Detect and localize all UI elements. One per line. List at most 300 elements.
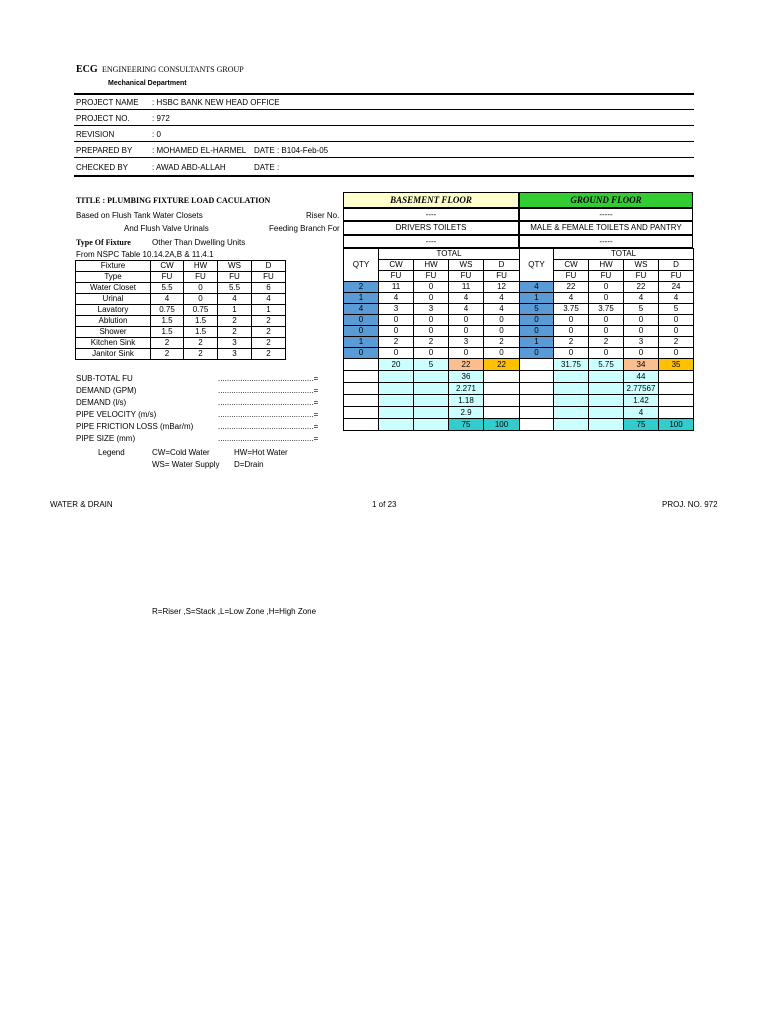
row-rule (74, 141, 694, 142)
subtotal-row (520, 359, 694, 371)
fu-cell: 0 (414, 315, 449, 326)
revision-value: : 0 (152, 130, 161, 139)
column-header: FU (484, 271, 520, 282)
qty-cell: 1 (344, 293, 379, 304)
column-header: HW (589, 260, 624, 271)
fixture-fu: 6 (252, 283, 286, 294)
demand-gpm-value: 36 (449, 371, 484, 383)
note-line1: Based on Flush Tank Water Closets (76, 211, 203, 220)
row-rule (74, 109, 694, 110)
qty-cell: 0 (520, 348, 554, 359)
demand-ls-value: 2.271 (449, 383, 484, 395)
subtotal-cell: 34 (624, 359, 659, 371)
pipe-size-label: PIPE SIZE (mm) (76, 434, 136, 443)
friction-loss-row (344, 407, 520, 419)
footer-right: PROJ. NO. 972 (662, 500, 718, 509)
blank-cell (414, 407, 449, 419)
blank-cell (379, 371, 414, 383)
fixture-table (75, 260, 286, 360)
qty-spacer (520, 249, 554, 260)
subtotal-cell: 35 (659, 359, 694, 371)
dots: ...........................................= (218, 434, 319, 443)
fu-cell: 0 (554, 348, 589, 359)
blank-cell (554, 419, 589, 431)
fixture-row (76, 338, 286, 349)
blank-cell (379, 395, 414, 407)
qty-cell: 0 (344, 326, 379, 337)
fixture-type: Ablution (76, 316, 151, 327)
pipe-velocity-row (344, 395, 520, 407)
column-header: FU (379, 271, 414, 282)
footer-left: WATER & DRAIN (50, 500, 113, 509)
fu-cell: 0 (484, 326, 520, 337)
fixture-fu: 3 (218, 338, 252, 349)
fu-cell: 5 (659, 304, 694, 315)
dots: ...........................................= (218, 386, 319, 395)
fu-cell: 0 (414, 326, 449, 337)
fixture-qty-row (520, 293, 694, 304)
dots: ...........................................= (218, 410, 319, 419)
legend-d: D=Drain (234, 460, 264, 469)
legend-ws: WS= Water Supply (152, 460, 220, 469)
prepared-date: DATE : B104-Feb-05 (254, 146, 329, 155)
basement-branch: DRIVERS TOILETS (343, 221, 519, 235)
ground-table (519, 248, 694, 431)
fixture-qty-row (344, 348, 520, 359)
blank-cell (554, 383, 589, 395)
legend-label: Legend (98, 448, 125, 457)
column-header: WS (218, 261, 252, 272)
fu-cell: 0 (589, 282, 624, 293)
column-header (344, 271, 379, 282)
fu-cell: 0 (659, 315, 694, 326)
fixture-type: Urinal (76, 294, 151, 305)
fixture-fu: 1.5 (184, 316, 218, 327)
feeding-label: Feeding Branch For (269, 224, 340, 233)
fu-cell: 0 (379, 326, 414, 337)
fixture-fu: 2 (184, 338, 218, 349)
fixture-fu: 3 (218, 349, 252, 360)
pipe-size-d: 100 (484, 419, 520, 431)
fu-cell: 0 (414, 293, 449, 304)
fu-cell: 0 (484, 315, 520, 326)
blank-cell (554, 407, 589, 419)
qty-cell: 2 (344, 282, 379, 293)
blank-cell (484, 383, 520, 395)
fixture-qty-row (344, 304, 520, 315)
fixture-fu: 2 (218, 316, 252, 327)
fixture-fu: 2 (151, 349, 184, 360)
fixture-qty-row (520, 304, 694, 315)
column-header: CW (379, 260, 414, 271)
legend-hw: HW=Hot Water (234, 448, 288, 457)
project-no-value: : 972 (152, 114, 170, 123)
blank-cell (659, 383, 694, 395)
pipe-size-d: 100 (659, 419, 694, 431)
fixture-fu: 5.5 (151, 283, 184, 294)
blank-cell (414, 395, 449, 407)
fu-cell: 24 (659, 282, 694, 293)
subtotal-cell: 31.75 (554, 359, 589, 371)
fixture-qty-row (520, 348, 694, 359)
blank-cell (589, 419, 624, 431)
fixture-qty-row (344, 326, 520, 337)
fu-cell: 3 (624, 337, 659, 348)
fu-cell: 0 (449, 315, 484, 326)
column-header: FU (449, 271, 484, 282)
blank-cell (414, 371, 449, 383)
fu-cell: 2 (379, 337, 414, 348)
fixture-qty-row (344, 282, 520, 293)
fixture-row (76, 349, 286, 360)
blank-cell (379, 383, 414, 395)
fixture-qty-row (344, 293, 520, 304)
fixture-fu: 1.5 (151, 316, 184, 327)
fixture-row (76, 327, 286, 338)
blank-cell (484, 407, 520, 419)
qty-cell: 1 (520, 293, 554, 304)
blank-cell (589, 407, 624, 419)
column-header (520, 271, 554, 282)
total-header: TOTAL (554, 249, 694, 260)
footer-page: 1 of 23 (372, 500, 397, 509)
column-header: FU (659, 271, 694, 282)
friction-loss-row (520, 407, 694, 419)
department: Mechanical Department (108, 80, 187, 87)
qty-cell: 0 (520, 326, 554, 337)
subtotal-cell: 5.75 (589, 359, 624, 371)
fixture-row (76, 294, 286, 305)
fixture-header-row (76, 261, 286, 272)
fu-cell: 3.75 (554, 304, 589, 315)
fixture-fu: 2 (252, 338, 286, 349)
column-header: QTY (344, 260, 379, 271)
type-label: Type Of Fixture (76, 238, 131, 247)
fu-cell: 0 (589, 315, 624, 326)
blank-cell (414, 419, 449, 431)
blank-cell (379, 419, 414, 431)
fixture-fu: 1 (252, 305, 286, 316)
column-header: CW (554, 260, 589, 271)
fixture-fu: 2 (184, 349, 218, 360)
pipe-size-row (344, 419, 520, 431)
fixture-qty-row (520, 282, 694, 293)
basement-floor-header: BASEMENT FLOOR (343, 192, 519, 208)
qty-cell: 0 (344, 348, 379, 359)
basement-table (343, 248, 520, 431)
fixture-fu: 5.5 (218, 283, 252, 294)
fixture-fu: 1 (218, 305, 252, 316)
fu-cell: 4 (659, 293, 694, 304)
fixture-fu: 0 (184, 294, 218, 305)
column-header: WS (624, 260, 659, 271)
fixture-row (76, 283, 286, 294)
column-header: Type (76, 272, 151, 283)
fu-cell: 0 (449, 326, 484, 337)
fu-cell: 3 (449, 337, 484, 348)
fixture-fu: 0.75 (151, 305, 184, 316)
blank-cell (554, 395, 589, 407)
pipe-size-ws: 75 (624, 419, 659, 431)
fixture-row (76, 305, 286, 316)
row-rule (74, 157, 694, 158)
fu-cell: 0 (589, 348, 624, 359)
fixture-fu: 2 (151, 338, 184, 349)
demand-ls-row (520, 383, 694, 395)
column-header: D (484, 260, 520, 271)
fu-cell: 22 (554, 282, 589, 293)
total-header-row (344, 249, 520, 260)
column-header: FU (184, 272, 218, 283)
fu-cell: 0 (659, 348, 694, 359)
pipe-velocity-value: 1.42 (624, 395, 659, 407)
fu-cell: 4 (484, 293, 520, 304)
note-line2: And Flush Valve Urinals (124, 224, 209, 233)
fixture-type: Water Closet (76, 283, 151, 294)
fixture-fu: 4 (252, 294, 286, 305)
blank-cell (379, 407, 414, 419)
fu-cell: 12 (484, 282, 520, 293)
blank-cell (414, 383, 449, 395)
friction-loss-value: 4 (624, 407, 659, 419)
dots: ...........................................= (218, 398, 319, 407)
fu-cell: 0 (624, 348, 659, 359)
column-header: Fixture (76, 261, 151, 272)
blank-cell (344, 371, 379, 383)
qty-cell: 5 (520, 304, 554, 315)
qty-cell: 0 (520, 315, 554, 326)
column-header: CW (151, 261, 184, 272)
qty-cell: 0 (344, 315, 379, 326)
pipe-size-ws: 75 (449, 419, 484, 431)
prepared-by-label: PREPARED BY (76, 146, 133, 155)
subtotal-row (344, 359, 520, 371)
riser-label: Riser No. (306, 211, 340, 220)
total-header-row (520, 249, 694, 260)
fu-cell: 4 (449, 293, 484, 304)
blank-cell (344, 407, 379, 419)
column-header-row (520, 260, 694, 271)
pipe-velocity-row (520, 395, 694, 407)
fu-cell: 11 (449, 282, 484, 293)
blank-cell (520, 371, 554, 383)
column-header: FU (554, 271, 589, 282)
column-header: HW (184, 261, 218, 272)
fu-cell: 0 (659, 326, 694, 337)
legend-cw: CW=Cold Water (152, 448, 210, 457)
fixture-type: Kitchen Sink (76, 338, 151, 349)
friction-label: PIPE FRICTION LOSS (mBar/m) (76, 422, 194, 431)
subtotal-cell: 5 (414, 359, 449, 371)
fixture-fu: 2 (252, 316, 286, 327)
qty-cell: 1 (344, 337, 379, 348)
checked-by-value: : AWAD ABD-ALLAH (152, 163, 226, 172)
subtotal-label: SUB-TOTAL FU (76, 374, 133, 383)
fu-cell: 4 (554, 293, 589, 304)
fixture-fu: 4 (151, 294, 184, 305)
column-header: HW (414, 260, 449, 271)
ground-branch: MALE & FEMALE TOILETS AND PANTRY (519, 221, 693, 235)
fu-cell: 0 (554, 315, 589, 326)
column-header: FU (151, 272, 184, 283)
blank-cell (589, 383, 624, 395)
column-header: D (659, 260, 694, 271)
fu-cell: 0 (449, 348, 484, 359)
column-header: FU (414, 271, 449, 282)
blank-cell (520, 383, 554, 395)
demand-gpm-value: 44 (624, 371, 659, 383)
fu-cell: 3 (414, 304, 449, 315)
column-header-row (344, 260, 520, 271)
fu-cell: 11 (379, 282, 414, 293)
fixture-qty-row (344, 337, 520, 348)
velocity-label: PIPE VELOCITY (m/s) (76, 410, 157, 419)
fixture-fu: 2 (252, 349, 286, 360)
fixture-qty-row (344, 315, 520, 326)
blank-cell (484, 395, 520, 407)
demand-gpm-row (520, 371, 694, 383)
fixture-row (76, 316, 286, 327)
subtotal-cell (520, 359, 554, 371)
column-header: FU (624, 271, 659, 282)
ground-floor-header: GROUND FLOOR (519, 192, 693, 208)
qty-spacer (344, 249, 379, 260)
column-header: FU (252, 272, 286, 283)
blank-cell (589, 395, 624, 407)
blank-cell (589, 371, 624, 383)
fixture-fu: 1.5 (184, 327, 218, 338)
fu-cell: 0 (589, 326, 624, 337)
blank-cell (344, 419, 379, 431)
column-header: D (252, 261, 286, 272)
header-rule-bottom (74, 175, 694, 177)
project-name-value: : HSBC BANK NEW HEAD OFFICE (152, 98, 280, 107)
zone-note: R=Riser ,S=Stack ,L=Low Zone ,H=High Zone (152, 607, 317, 616)
type-value: Other Than Dwelling Units (152, 238, 246, 247)
qty-cell: 1 (520, 337, 554, 348)
fu-cell: 0 (554, 326, 589, 337)
fu-cell: 2 (484, 337, 520, 348)
column-header: QTY (520, 260, 554, 271)
fixture-fu: 2 (218, 327, 252, 338)
fixture-type: Janitor Sink (76, 349, 151, 360)
project-name-label: PROJECT NAME (76, 98, 139, 107)
pipe-size-row (520, 419, 694, 431)
fixture-fu: 0 (184, 283, 218, 294)
fu-cell: 0 (379, 348, 414, 359)
fu-cell: 3 (379, 304, 414, 315)
fixture-qty-row (520, 315, 694, 326)
company-name: ENGINEERING CONSULTANTS GROUP (102, 65, 244, 74)
gpm-label: DEMAND (GPM) (76, 386, 137, 395)
row-rule (74, 125, 694, 126)
basement-dash: ---- (343, 235, 519, 248)
fu-cell: 2 (589, 337, 624, 348)
pipe-velocity-value: 1.18 (449, 395, 484, 407)
fu-cell: 0 (414, 282, 449, 293)
column-header-row (344, 271, 520, 282)
blank-cell (344, 395, 379, 407)
fu-cell: 0 (414, 348, 449, 359)
fu-cell: 3.75 (589, 304, 624, 315)
fu-cell: 0 (589, 293, 624, 304)
fu-cell: 4 (449, 304, 484, 315)
fixture-header-row (76, 272, 286, 283)
subtotal-cell (344, 359, 379, 371)
fixture-fu: 0.75 (184, 305, 218, 316)
column-header: FU (589, 271, 624, 282)
subtotal-cell: 22 (484, 359, 520, 371)
fixture-qty-row (520, 337, 694, 348)
qty-cell: 4 (344, 304, 379, 315)
blank-cell (554, 371, 589, 383)
sheet-title: TITLE : PLUMBING FIXTURE LOAD CACULATION (76, 196, 271, 205)
fu-cell: 22 (624, 282, 659, 293)
fu-cell: 0 (624, 315, 659, 326)
fu-cell: 4 (379, 293, 414, 304)
blank-cell (520, 419, 554, 431)
header-rule (74, 93, 694, 95)
prepared-by-value: : MOHAMED EL-HARMEL (152, 146, 247, 155)
fu-cell: 0 (624, 326, 659, 337)
dots: ...........................................= (218, 374, 319, 383)
subtotal-cell: 20 (379, 359, 414, 371)
ground-riser: ----- (519, 208, 693, 221)
fu-cell: 4 (624, 293, 659, 304)
column-header: WS (449, 260, 484, 271)
demand-gpm-row (344, 371, 520, 383)
fixture-fu: 2 (252, 327, 286, 338)
nspc-ref: From NSPC Table 10.14.2A,B & 11.4.1 (76, 250, 214, 259)
revision-label: REVISION (76, 130, 115, 139)
demand-ls-row (344, 383, 520, 395)
checked-date: DATE : (254, 163, 280, 172)
checked-by-label: CHECKED BY (76, 163, 129, 172)
blank-cell (659, 395, 694, 407)
friction-loss-value: 2.9 (449, 407, 484, 419)
fu-cell: 0 (379, 315, 414, 326)
blank-cell (659, 407, 694, 419)
fu-cell: 2 (659, 337, 694, 348)
blank-cell (344, 383, 379, 395)
project-no-label: PROJECT NO. (76, 114, 130, 123)
fixture-fu: 4 (218, 294, 252, 305)
blank-cell (520, 395, 554, 407)
blank-cell (484, 371, 520, 383)
fu-cell: 2 (414, 337, 449, 348)
column-header: FU (218, 272, 252, 283)
blank-cell (520, 407, 554, 419)
fixture-fu: 1.5 (151, 327, 184, 338)
company-abbr: ECG (76, 64, 98, 75)
total-header: TOTAL (379, 249, 520, 260)
fu-cell: 0 (484, 348, 520, 359)
dots: ...........................................= (218, 422, 319, 431)
demand-ls-value: 2.77567 (624, 383, 659, 395)
fu-cell: 5 (624, 304, 659, 315)
fixture-type: Shower (76, 327, 151, 338)
basement-riser: ---- (343, 208, 519, 221)
subtotal-cell: 22 (449, 359, 484, 371)
blank-cell (659, 371, 694, 383)
ground-dash: ----- (519, 235, 693, 248)
fu-cell: 4 (484, 304, 520, 315)
fixture-type: Lavatory (76, 305, 151, 316)
qty-cell: 4 (520, 282, 554, 293)
ls-label: DEMAND (l/s) (76, 398, 127, 407)
column-header-row (520, 271, 694, 282)
fu-cell: 2 (554, 337, 589, 348)
